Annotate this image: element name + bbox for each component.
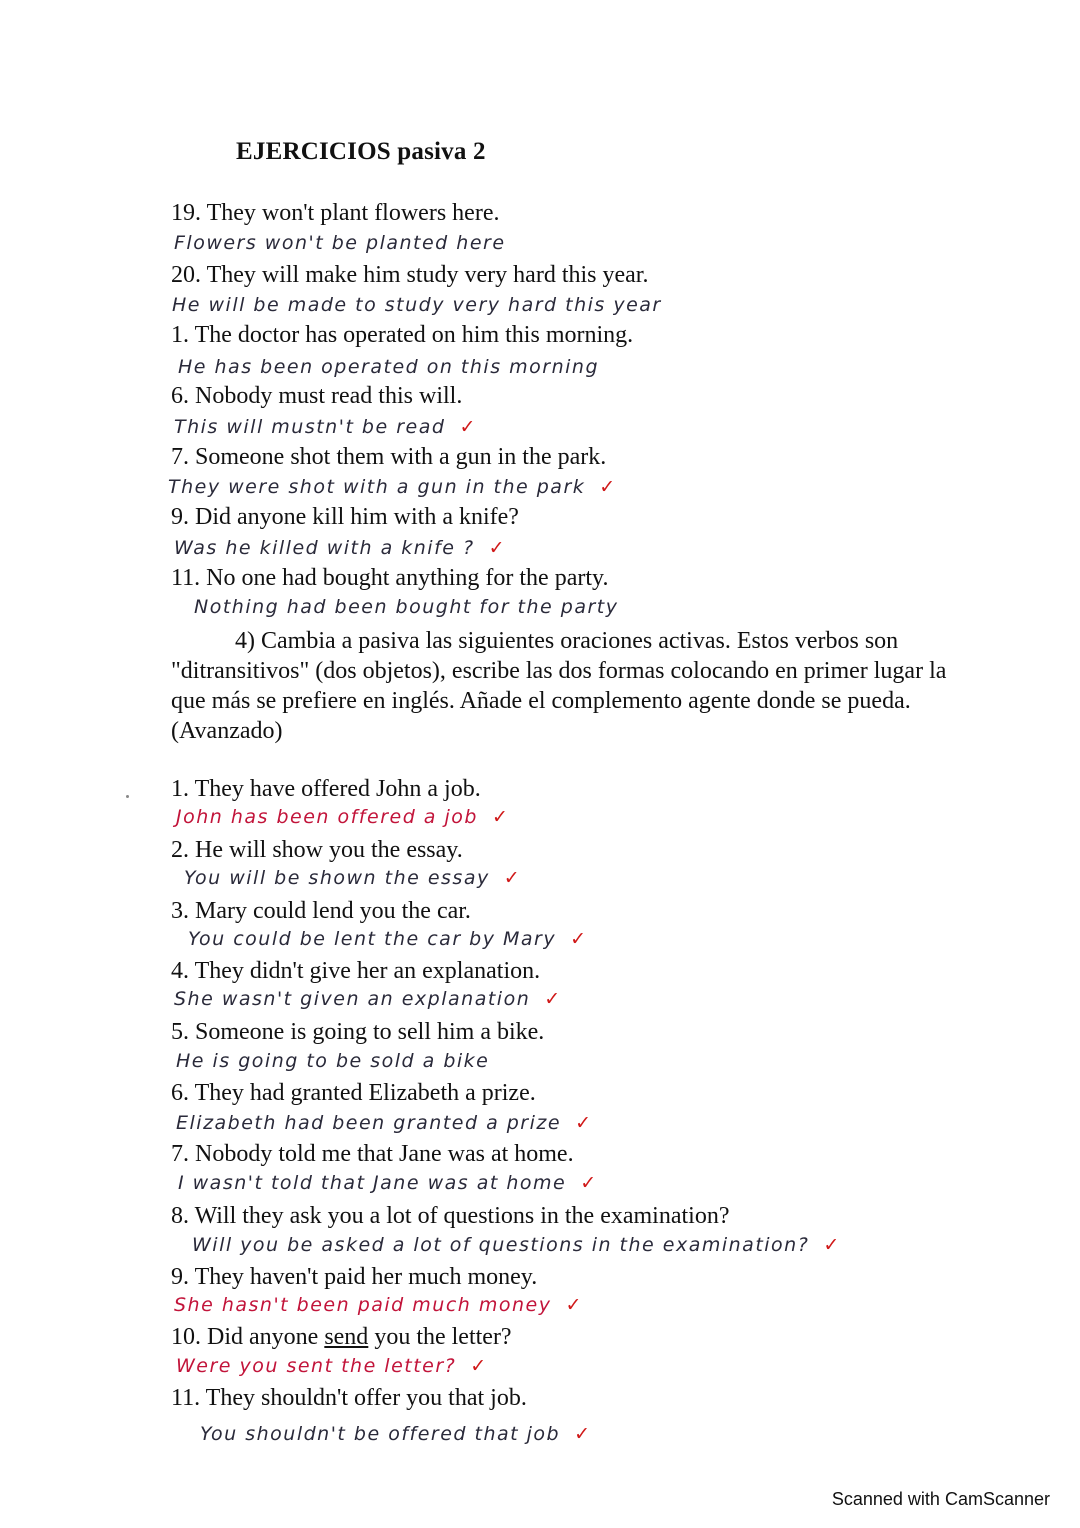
question-line: 8. Will they ask you a lot of questions in the examination? — [171, 1203, 730, 1229]
check-mark-icon: ✓ — [488, 537, 507, 559]
handwritten-answer — [176, 806, 509, 828]
handwritten-answer — [176, 1112, 592, 1134]
answer-text: He will be made to study very hard this year — [172, 294, 662, 316]
handwritten-answer — [172, 294, 676, 316]
answer-text: She wasn't given an explanation — [174, 988, 531, 1010]
handwritten-answer — [174, 537, 506, 559]
question-line: 11. No one had bought anything for the party. — [171, 565, 609, 591]
scanner-watermark: Scanned with CamScanner — [831, 1489, 1050, 1509]
underlined-word: send — [324, 1324, 369, 1350]
answer-text: You could be lent the car by Mary — [188, 928, 557, 950]
handwritten-answer — [176, 1050, 503, 1072]
answer-text: They were shot with a gun in the park — [168, 476, 586, 498]
check-mark-icon: ✓ — [459, 416, 477, 438]
check-mark-icon: ✓ — [565, 1294, 583, 1316]
question-text: you the letter? — [368, 1324, 512, 1350]
check-mark-icon: ✓ — [599, 476, 617, 498]
answer-text: This will mustn't be read — [174, 416, 446, 438]
answer-text: He has been operated on this morning — [178, 356, 600, 378]
handwritten-answer — [174, 416, 477, 438]
check-mark-icon: ✓ — [544, 988, 562, 1010]
exercise-instructions — [171, 626, 961, 746]
check-mark-icon: ✓ — [574, 1423, 592, 1445]
question-line: 9. Did anyone kill him with a knife? — [171, 504, 519, 530]
answer-text: Nothing had been bought for the party — [194, 596, 619, 618]
answer-text: You shouldn't be offered that job — [200, 1423, 561, 1445]
question-line: 1. They have offered John a job. — [171, 776, 481, 802]
answer-text: Was he killed with a knife ? — [174, 537, 475, 559]
check-mark-icon: ✓ — [570, 928, 588, 950]
handwritten-answer — [174, 1294, 583, 1316]
question-text: 10. Did anyone — [171, 1324, 325, 1350]
handwritten-answer — [174, 232, 520, 254]
question-line: 7. Someone shot them with a gun in the park. — [171, 444, 607, 470]
question-line: 3. Mary could lend you the car. — [171, 898, 471, 924]
check-mark-icon: ✓ — [491, 806, 510, 828]
question-line: 9. They haven't paid her much money. — [171, 1264, 538, 1290]
check-mark-icon: ✓ — [503, 867, 522, 889]
question-line: 4. They didn't give her an explanation. — [171, 958, 541, 984]
question-line: 19. They won't plant flowers here. — [171, 200, 500, 226]
handwritten-answer — [178, 1172, 598, 1194]
question-line — [171, 1324, 512, 1351]
handwritten-answer — [194, 596, 632, 618]
question-line: 2. He will show you the essay. — [171, 837, 463, 863]
check-mark-icon: ✓ — [575, 1112, 593, 1134]
handwritten-answer — [174, 988, 562, 1010]
question-line: 20. They will make him study very hard this year. — [171, 262, 649, 288]
handwritten-answer — [178, 356, 613, 378]
answer-text: He is going to be sold a bike — [176, 1050, 490, 1072]
answer-text: Will you be asked a lot of questions in the examination? — [192, 1234, 810, 1256]
question-line: 11. They shouldn't offer you that job. — [171, 1385, 527, 1411]
handwritten-answer — [200, 1423, 592, 1445]
answer-text: Were you sent the letter? — [176, 1355, 457, 1377]
check-mark-icon: ✓ — [823, 1234, 841, 1256]
question-line: 1. The doctor has operated on him this morning. — [171, 322, 634, 348]
answer-text: You will be shown the essay — [184, 867, 490, 889]
question-line: 5. Someone is going to sell him a bike. — [171, 1019, 545, 1045]
handwritten-answer — [176, 1355, 488, 1377]
answer-text: She hasn't been paid much money — [174, 1294, 552, 1316]
question-line: 6. Nobody must read this will. — [171, 383, 463, 409]
handwritten-answer — [168, 476, 617, 498]
question-line: 6. They had granted Elizabeth a prize. — [171, 1080, 536, 1106]
handwritten-answer — [192, 1234, 841, 1256]
answer-text: I wasn't told that Jane was at home — [178, 1172, 567, 1194]
answer-text: Elizabeth had been granted a prize — [176, 1112, 562, 1134]
scan-speck — [126, 795, 129, 798]
instructions-text: 4) Cambia a pasiva las siguientes oraciones activas. Estos verbos son "ditransitivos" (dos objetos), escribe las dos formas colocando en primer lugar la que más se prefiere en inglés. Añade el complemento agente donde se pueda. (Avanzado) — [171, 628, 947, 744]
check-mark-icon: ✓ — [470, 1355, 488, 1377]
check-mark-icon: ✓ — [580, 1172, 598, 1194]
handwritten-answer — [188, 928, 588, 950]
question-line: 7. Nobody told me that Jane was at home. — [171, 1141, 574, 1167]
handwritten-answer — [184, 867, 521, 889]
answer-text: Flowers won't be planted here — [174, 232, 506, 254]
answer-text: John has been offered a job — [176, 806, 478, 828]
page-title: EJERCICIOS pasiva 2 — [236, 138, 486, 165]
